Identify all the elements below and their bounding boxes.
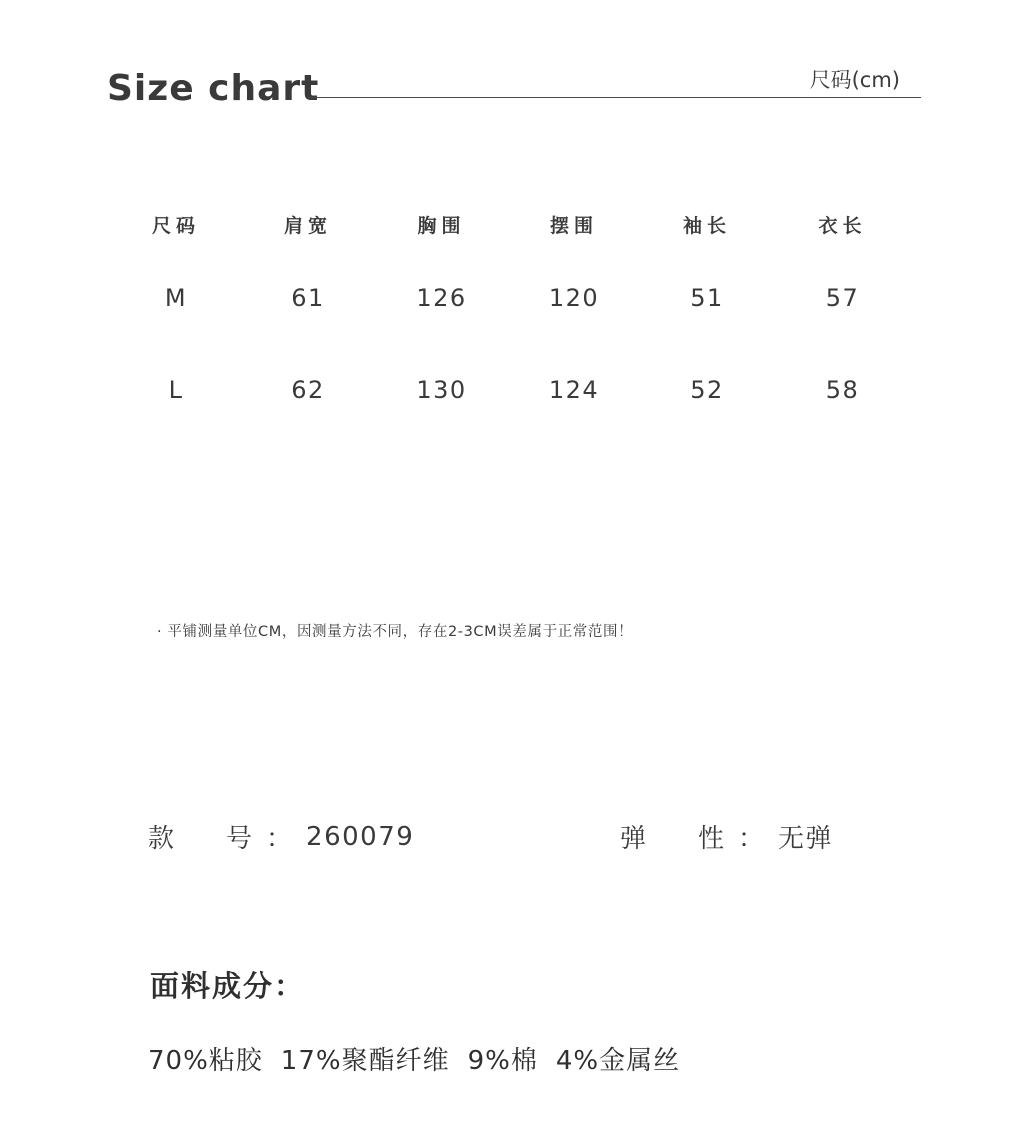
column-header-sleeve: 袖长 <box>682 214 731 237</box>
unit-label: 尺码(cm) <box>809 68 900 92</box>
style-number-spec <box>148 818 414 855</box>
style-colon: ： <box>266 824 293 854</box>
elastic-label-char-2: 性 <box>698 824 725 854</box>
table-cell-length: 57 <box>825 284 860 312</box>
table-row <box>110 252 910 344</box>
fabric-composition-list <box>148 1040 698 1077</box>
column-header-length: 衣长 <box>818 214 867 237</box>
header-divider <box>308 97 921 98</box>
fabric-item: 70%粘胶 <box>148 1046 263 1076</box>
table-header-row <box>110 196 910 252</box>
table-cell-shoulder: 61 <box>291 284 325 312</box>
table-cell-chest: 130 <box>416 376 467 404</box>
size-chart-title: Size chart <box>107 68 320 109</box>
elastic-label-char-1: 弹 <box>620 824 647 854</box>
column-header-shoulder: 肩宽 <box>283 214 332 237</box>
table-cell-shoulder: 62 <box>291 376 325 404</box>
elasticity-spec <box>620 818 833 855</box>
style-label-char-2: 号 <box>226 824 253 854</box>
style-label-char-1: 款 <box>148 824 175 854</box>
fabric-item: 4%金属丝 <box>555 1046 681 1076</box>
table-cell-size: M <box>164 284 188 312</box>
table-cell-sleeve: 51 <box>690 284 724 312</box>
fabric-item: 17%聚酯纤维 <box>280 1046 450 1076</box>
elasticity-value: 无弹 <box>778 824 834 854</box>
column-header-hem: 摆围 <box>549 214 598 237</box>
table-cell-sleeve: 52 <box>690 376 724 404</box>
measurement-note: · 平铺测量单位CM，因测量方法不同，存在2-3CM误差属于正常范围！ <box>157 624 634 640</box>
column-header-size: 尺码 <box>151 214 200 237</box>
elastic-colon: ： <box>738 824 765 854</box>
table-row <box>110 344 910 436</box>
style-number-value: 260079 <box>306 821 415 852</box>
size-table <box>110 196 910 436</box>
fabric-item: 9%棉 <box>467 1046 538 1076</box>
table-cell-chest: 126 <box>416 284 467 312</box>
fabric-composition-title: 面料成分： <box>150 969 306 1003</box>
table-cell-hem: 124 <box>548 376 600 404</box>
column-header-chest: 胸围 <box>417 214 466 237</box>
table-cell-hem: 120 <box>548 284 600 312</box>
table-cell-length: 58 <box>825 376 860 404</box>
table-cell-size: L <box>168 376 184 404</box>
